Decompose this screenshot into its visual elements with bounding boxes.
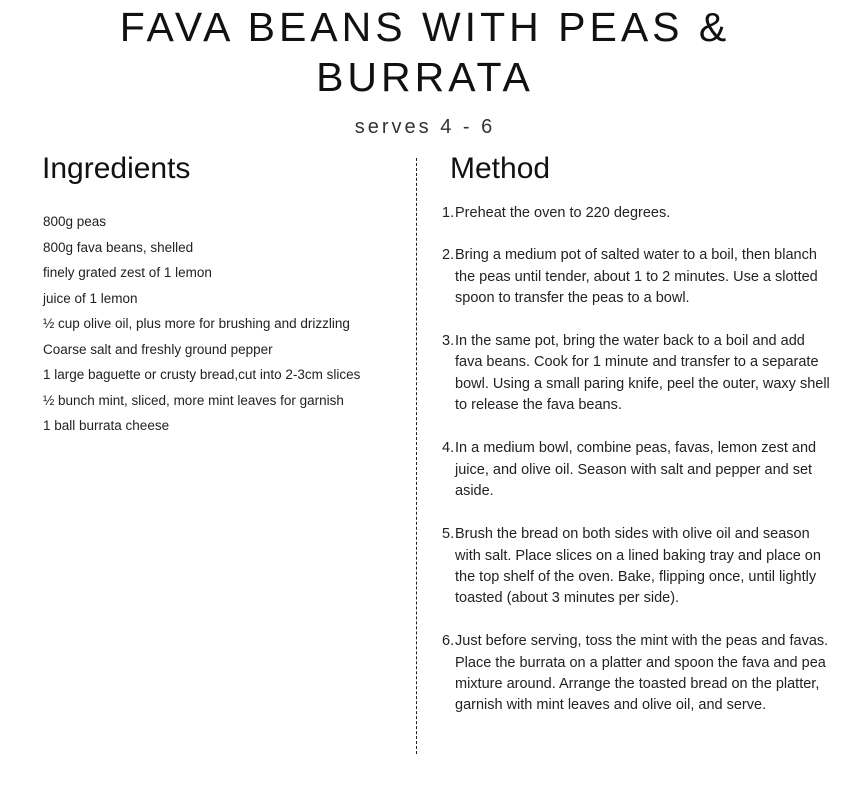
step-text: Preheat the oven to 220 degrees. — [455, 205, 671, 221]
ingredient-item: ½ cup olive oil, plus more for brushing and drizzling — [43, 316, 350, 331]
method-step — [440, 631, 832, 716]
column-divider — [416, 158, 417, 754]
step-text: Brush the bread on both sides with olive oil and season with salt. Place slices on a lined baking tray and place on the top shelf of the oven. Bake, flipping once, until lightly toasted (about 3 minutes per side). — [455, 526, 821, 607]
ingredient-item: 1 large baguette or crusty bread,cut into 2-3cm slices — [43, 367, 361, 382]
step-number: 1. — [442, 205, 455, 221]
step-number: 5. — [442, 526, 455, 543]
ingredient-item: finely grated zest of 1 lemon — [43, 265, 212, 280]
recipe-title-line-1: FAVA BEANS WITH PEAS & — [119, 4, 731, 50]
ingredients-list — [43, 209, 360, 439]
method-step — [440, 438, 832, 502]
ingredient-item: Coarse salt and freshly ground pepper — [43, 341, 273, 357]
method-steps — [440, 203, 832, 717]
ingredient-item: 800g fava beans, shelled — [43, 239, 194, 255]
step-text: In the same pot, bring the water back to a boil and add fava beans. Cook for 1 minute and transfer to a separate bowl. Using a small paring knife, peel the outer, waxy shell to release the fava beans. — [455, 333, 830, 414]
step-number: 4. — [442, 440, 455, 457]
step-text: Just before serving, toss the mint with the peas and favas. Place the burrata on a platter and spoon the fava and pea mixture around. Arrange the toasted bread on the platter, garnish with mint leaves and olive oil, and serve. — [455, 633, 829, 714]
ingredient-item: 800g peas — [43, 214, 107, 229]
method-step — [440, 245, 832, 309]
step-text: Bring a medium pot of salted water to a boil, then blanch the peas until tender, about 1 to 2 minutes. Use a slotted spoon to transfer the peas to a bowl. — [455, 247, 818, 306]
ingredient-item: juice of 1 lemon — [43, 290, 138, 306]
step-text: In a medium bowl, combine peas, favas, lemon zest and juice, and olive oil. Season with salt and pepper and set aside. — [455, 440, 817, 499]
method-step — [440, 524, 832, 609]
method-step — [440, 203, 832, 224]
ingredients-heading: Ingredients — [42, 152, 191, 185]
method-step — [440, 331, 832, 416]
serves-label: serves 4 - 6 — [354, 116, 496, 138]
step-number: 2. — [442, 247, 455, 264]
step-number: 3. — [442, 333, 455, 350]
ingredient-item: ½ bunch mint, sliced, more mint leaves for garnish — [43, 392, 344, 408]
ingredient-item: 1 ball burrata cheese — [43, 418, 170, 433]
recipe-title — [0, 2, 850, 102]
method-heading: Method — [450, 152, 551, 185]
recipe-title-line-2: BURRATA — [316, 54, 534, 100]
step-number: 6. — [442, 633, 455, 650]
